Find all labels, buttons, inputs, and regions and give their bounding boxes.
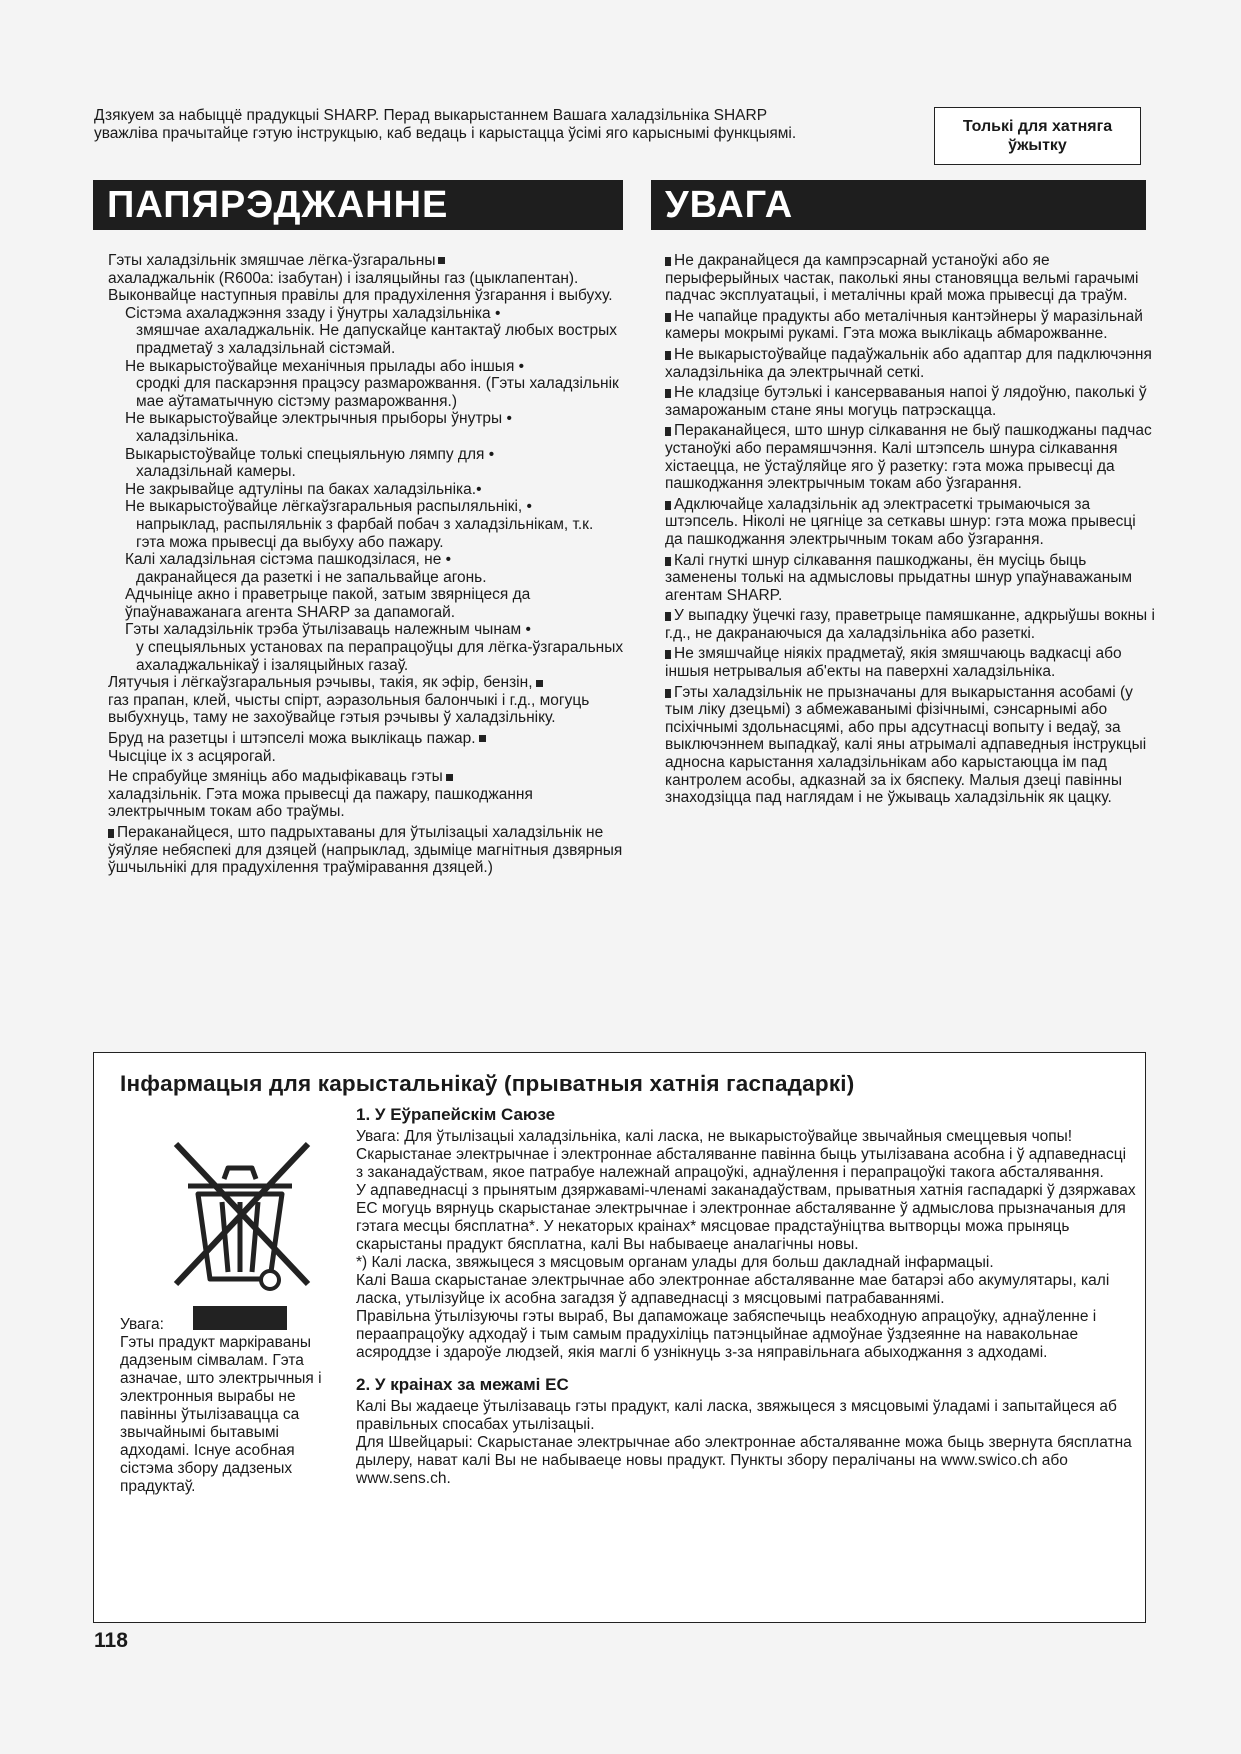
- caution-item: Адключайце халадзільнік ад электрасеткі трымаючыся за штэпсель. Ніколі не цягніце за сеткавы шнур: гэта можа прывесці да пашкоджання электрычным токам або ўзгарання.: [665, 495, 1136, 548]
- warning-item: Лятучыя і лёгкаўзгаральныя рэчывы, такія, як эфір, бензін,: [108, 674, 626, 692]
- section-heading-non-eu: 2. У краінах за межамі ЕС: [356, 1375, 569, 1394]
- bullet-square-icon: [665, 612, 671, 621]
- warning-banner: ПАПЯРЭДЖАННЕ: [93, 180, 623, 230]
- bullet-square-icon: [536, 680, 543, 687]
- sub-warning-item: Не закрывайце адтуліны па баках халадзільніка.•: [125, 480, 482, 498]
- bullet-square-icon: [665, 427, 671, 436]
- sub-warning-item: Не выкарыстоўвайце лёгкаўзгаральныя распыляльнікі, •: [125, 498, 532, 516]
- bullet-square-icon: [446, 774, 453, 781]
- crossed-out-bin-icon: [148, 1124, 333, 1334]
- sub-warning-item: Выкарыстоўвайце толькі спецыяльную лямпу для •: [125, 445, 495, 463]
- sub-warning-item: Калі халадзільная сістэма пашкодзілася, не •: [125, 551, 452, 569]
- sub-warning-item: Гэты халадзільнік трэба ўтылізаваць належным чынам •: [125, 621, 531, 639]
- sub-warning-item: Не выкарыстоўвайце электрычныя прыборы ўнутры •: [125, 410, 512, 428]
- bullet-square-icon: [665, 351, 671, 360]
- warning-item: Гэты халадзільнік змяшчае лёгка-ўзгаральны: [108, 252, 626, 270]
- intro-line-2: уважліва прачытайце гэтую інструкцыю, каб ведаць і карыстацца ўсімі яго карыснымі функцыямі.: [94, 125, 797, 142]
- caution-list: [665, 252, 1157, 807]
- warning-item: Бруд на разетцы і штэпселі можа выклікаць пажар.: [108, 730, 626, 748]
- bullet-square-icon: [665, 557, 671, 566]
- caution-item: Не чапайце прадукты або металічныя кантэйнеры ў маразільнай камеры мокрымі рукамі. Гэта можа выклікаць абмарожванне.: [665, 307, 1143, 343]
- warning-item: Не спрабуйце змяніць або мадыфікаваць гэты: [108, 768, 626, 786]
- caution-item: Не змяшчайце ніякіх прадметаў, якія змяшчаюць вадкасці або іншыя нетрывалыя аб'екты на паверхні халадзільніка.: [665, 645, 1122, 681]
- caution-item: Калі гнуткі шнур сілкавання пашкоджаны, ён мусіць быць заменены толькі на адмысловы прыдатны шнур упаўнаважаным агентам SHARP.: [665, 551, 1133, 604]
- bullet-square-icon: [665, 689, 671, 698]
- bullet-square-icon: [665, 257, 671, 266]
- info-title: Інфармацыя для карыстальнікаў (прыватныя хатнія гаспадаркі): [120, 1071, 855, 1096]
- sub-warning-item: Сістэма ахаладжэння ззаду і ўнутры халадзільніка •: [125, 304, 501, 322]
- page-number: 118: [94, 1629, 128, 1652]
- caution-banner: УВАГА: [651, 180, 1146, 230]
- intro-text: [94, 107, 924, 143]
- warning-list: Гэты халадзільнік змяшчае лёгка-ўзгаральны ахаладжальнік (R600a: ізабутан) і ізаляцыйны газ (цыклапентан). Выконвайце наступныя правілы для прадухілення ўзгарання і выбуху. Сістэма ахаладжэння ззаду і ўнутры халадзільніка • змяшчае ахаладжальнік. Не дапускайце кантактаў любых вострых прадметаў з халадзільнай сістэмай. Не выкарыстоўвайце механічныя прылады або іншыя • сродкі для паскарэння працэсу размарожвання. (Гэты халадзільнік мае аўтаматычную сістэму размарожвання.) Не выкарыстоўвайце электрычныя прыборы ўнутры • халадзільніка. Выкарыстоўвайце толькі спецыяльную лямпу для • халадзільнай камеры. Не закрывайце адтуліны па баках халадзільніка.• Не выкарыстоўвайце лёгкаўзгаральныя распыляльнікі, • напрыклад, распыляльнік з фарбай побач з халадзільнікам, т.к. гэта можа прывесці да выбуху або пажару. Калі халадзільная сістэма пашкодзілася, не • дакранайцеся да разеткі і не запальвайце агонь. Адчыніце акно і праветрыце пакой, затым звярніцеся да ўпаўнаважанага агента SHARP за дапамогай. Гэты халадзільнік трэба ўтылізаваць належным чынам • у спецыяльных установах па перапрацоўцы для лёгка-ўзгаральных ахаладжальнікаў і ізаляцыйных газаў. Лятучыя і лёгкаўзгаральныя рэчывы, такія, як эфір, бензін, газ прапан, клей, чысты спірт, аэразольныя балончыкі і г.д., могуць выбухнуць, таму не захоўвайце гэтыя рэчывы ў халадзільніку. Бруд на разетцы і штэпселі можа выклікаць пажар. Чысціце іх з асцярогай. Не спрабуйце змяніць або мадыфікаваць гэты халадзільнік. Гэта можа прывесці да пажару, пашкоджання электрычным токам або траўмы. Пераканайцеся, што падрыхтаваны для ўтылізацыі халадзільнік не ўяўляе небяспекі для дзяцей (напрыклад, здыміце магнітныя дзвярныя ўшчыльнікі для прадухілення траўміравання дзяцей.): [108, 252, 626, 877]
- sub-warning-item: Не выкарыстоўвайце механічныя прылады або іншыя •: [125, 357, 525, 375]
- caution-item: У выпадку ўцечкі газу, праветрыце памяшканне, адкрыўшы вокны і г.д., не дакранаючыся да халадзільніка або разеткі.: [665, 607, 1155, 642]
- caution-item: Не дакранайцеся да кампрэсарнай устаноўкі або яе перыферыйных частак, паколькі яны становяцца вельмі гарачымі падчас эксплуатацыі, і металічны край можа прывесці да траўм.: [665, 252, 1139, 305]
- section-heading-eu: 1. У Еўрапейскім Саюзе: [356, 1105, 556, 1124]
- bullet-square-icon: [108, 829, 114, 838]
- bullet-square-icon: [665, 389, 671, 398]
- disposal-note: Увага: Гэты прадукт маркіраваны дадзеным сімвалам. Гэта азначае, што электрычныя і электронныя вырабы не павінны ўтылізавацца са звычайнымі бытавымі адходамі. Існуе асобная сістэма збору дадзеных прадуктаў.: [120, 1316, 322, 1495]
- caution-item: Пераканайцеся, што шнур сілкавання не быў пашкоджаны падчас устаноўкі або перамяшчэння. Калі штэпсель шнура сілкавання хістаецца, не ўстаўляйце яго ў разетку: гэта можа прывесці да пашкоджання электрычным токам або ўзгарання.: [665, 422, 1152, 493]
- bullet-square-icon: [665, 313, 671, 322]
- domestic-use-label: Толькі для хатняга ўжытку: [934, 107, 1141, 165]
- bullet-square-icon: [665, 650, 671, 659]
- caution-item: Не выкарыстоўвайце падаўжальнік або адаптар для падключэння халадзільніка да электрычнай сеткі.: [665, 345, 1152, 381]
- warning-item: Пераканайцеся, што падрыхтаваны для ўтылізацыі халадзільнік не ўяўляе небяспекі для дзяцей (напрыклад, здыміце магнітныя дзвярныя ўшчыльнікі для прадухілення траўміравання дзяцей.): [108, 824, 623, 877]
- disposal-info: 1. У Еўрапейскім Саюзе Увага: Для ўтылізацыі халадзільніка, калі ласка, не выкарыстоўвайце звычайныя смеццевыя чопы! Скарыстанае электрычнае і электроннае абсталяванне павінна быць утылізавана асобна і ў адпаведнасці з заканадаўствам, якое патрабуе належнай апрацоўкі, аднаўлення і перапрацоўкі такога абсталявання. У адпаведнасці з прынятым дзяржавамі-членамі заканадаўствам, прыватныя хатнія гаспадаркі ў дзяржавах ЕС могуць вярнуць скарыстанае электрычнае і электроннае абсталяванне ў адмыслова прызначаныя для гэтага месцы бясплатна*. У некаторых краінах* мясцовае прадстаўніцтва вытворцы можа прыняць скарыстаны прадукт бясплатна, калі Вы набываеце аналагічны новы. *) Калі ласка, звяжыцеся з мясцовым органам улады для больш дакладнай інфармацыі. Калі Ваша скарыстанае электрычнае або электроннае абсталяванне мае батарэі або акумулятары, калі ласка, утылізуйце іх асобна загадзя ў адпаведнасці з мясцовымі патрабаваннямі. Правільна ўтылізуючы гэты выраб, Вы дапаможаце забяспечыць неабходную апрацоўку, аднаўленне і пераапрацоўку адходаў і тым самым прадухіліць патэнцыйнае адмоўнае ўздзеянне на навакольнае асяроддзе і здароўе людзей, якія маглі б узнікнуць з-за няправільнага абыходжання з адходамі. 2. У краінах за межамі ЕС Калі Вы жадаеце ўтылізаваць гэты прадукт, калі ласка, звяжыцеся з мясцовымі ўладамі і запытайцеся аб правільных спосабах утылізацыі. Для Швейцарыі: Скарыстанае электрычнае або электроннае абсталяванне можа быць звернута бясплатна дылеру, нават калі Вы не набываеце новы прадукт. Пункты збору пералічаны на www.swico.ch або www.sens.ch.: [356, 1105, 1136, 1487]
- bullet-square-icon: [665, 501, 671, 510]
- bullet-square-icon: [438, 257, 445, 264]
- intro-line-1: Дзякуем за набыццё прадукцыі SHARP. Перад выкарыстаннем Вашага халадзільніка SHARP: [94, 107, 768, 124]
- bullet-square-icon: [479, 735, 486, 742]
- caution-item: Не кладзіце бутэлькі і кансерваваныя напоі ў лядоўню, паколькі ў замарожаным стане яны могуць патрэскацца.: [665, 384, 1147, 419]
- caution-item: Гэты халадзільнік не прызначаны для выкарыстання асобамі (у тым ліку дзецьмі) з абмежаванымі фізічнымі, сэнсарнымі або псіхічнымі здольнасцямі, або пры адсутнасці вопыту і ведаў, за выключэннем выпадкаў, калі яны атрымалі адпаведныя інструкцыі адносна карыстання халадзільнікам або карыстаюцца ім пад кантролем асобы, адказнай за іх бяспеку. Малыя дзеці павінны знаходзіцца пад наглядам і не ўжываць халадзільнік як цацку.: [665, 683, 1147, 807]
